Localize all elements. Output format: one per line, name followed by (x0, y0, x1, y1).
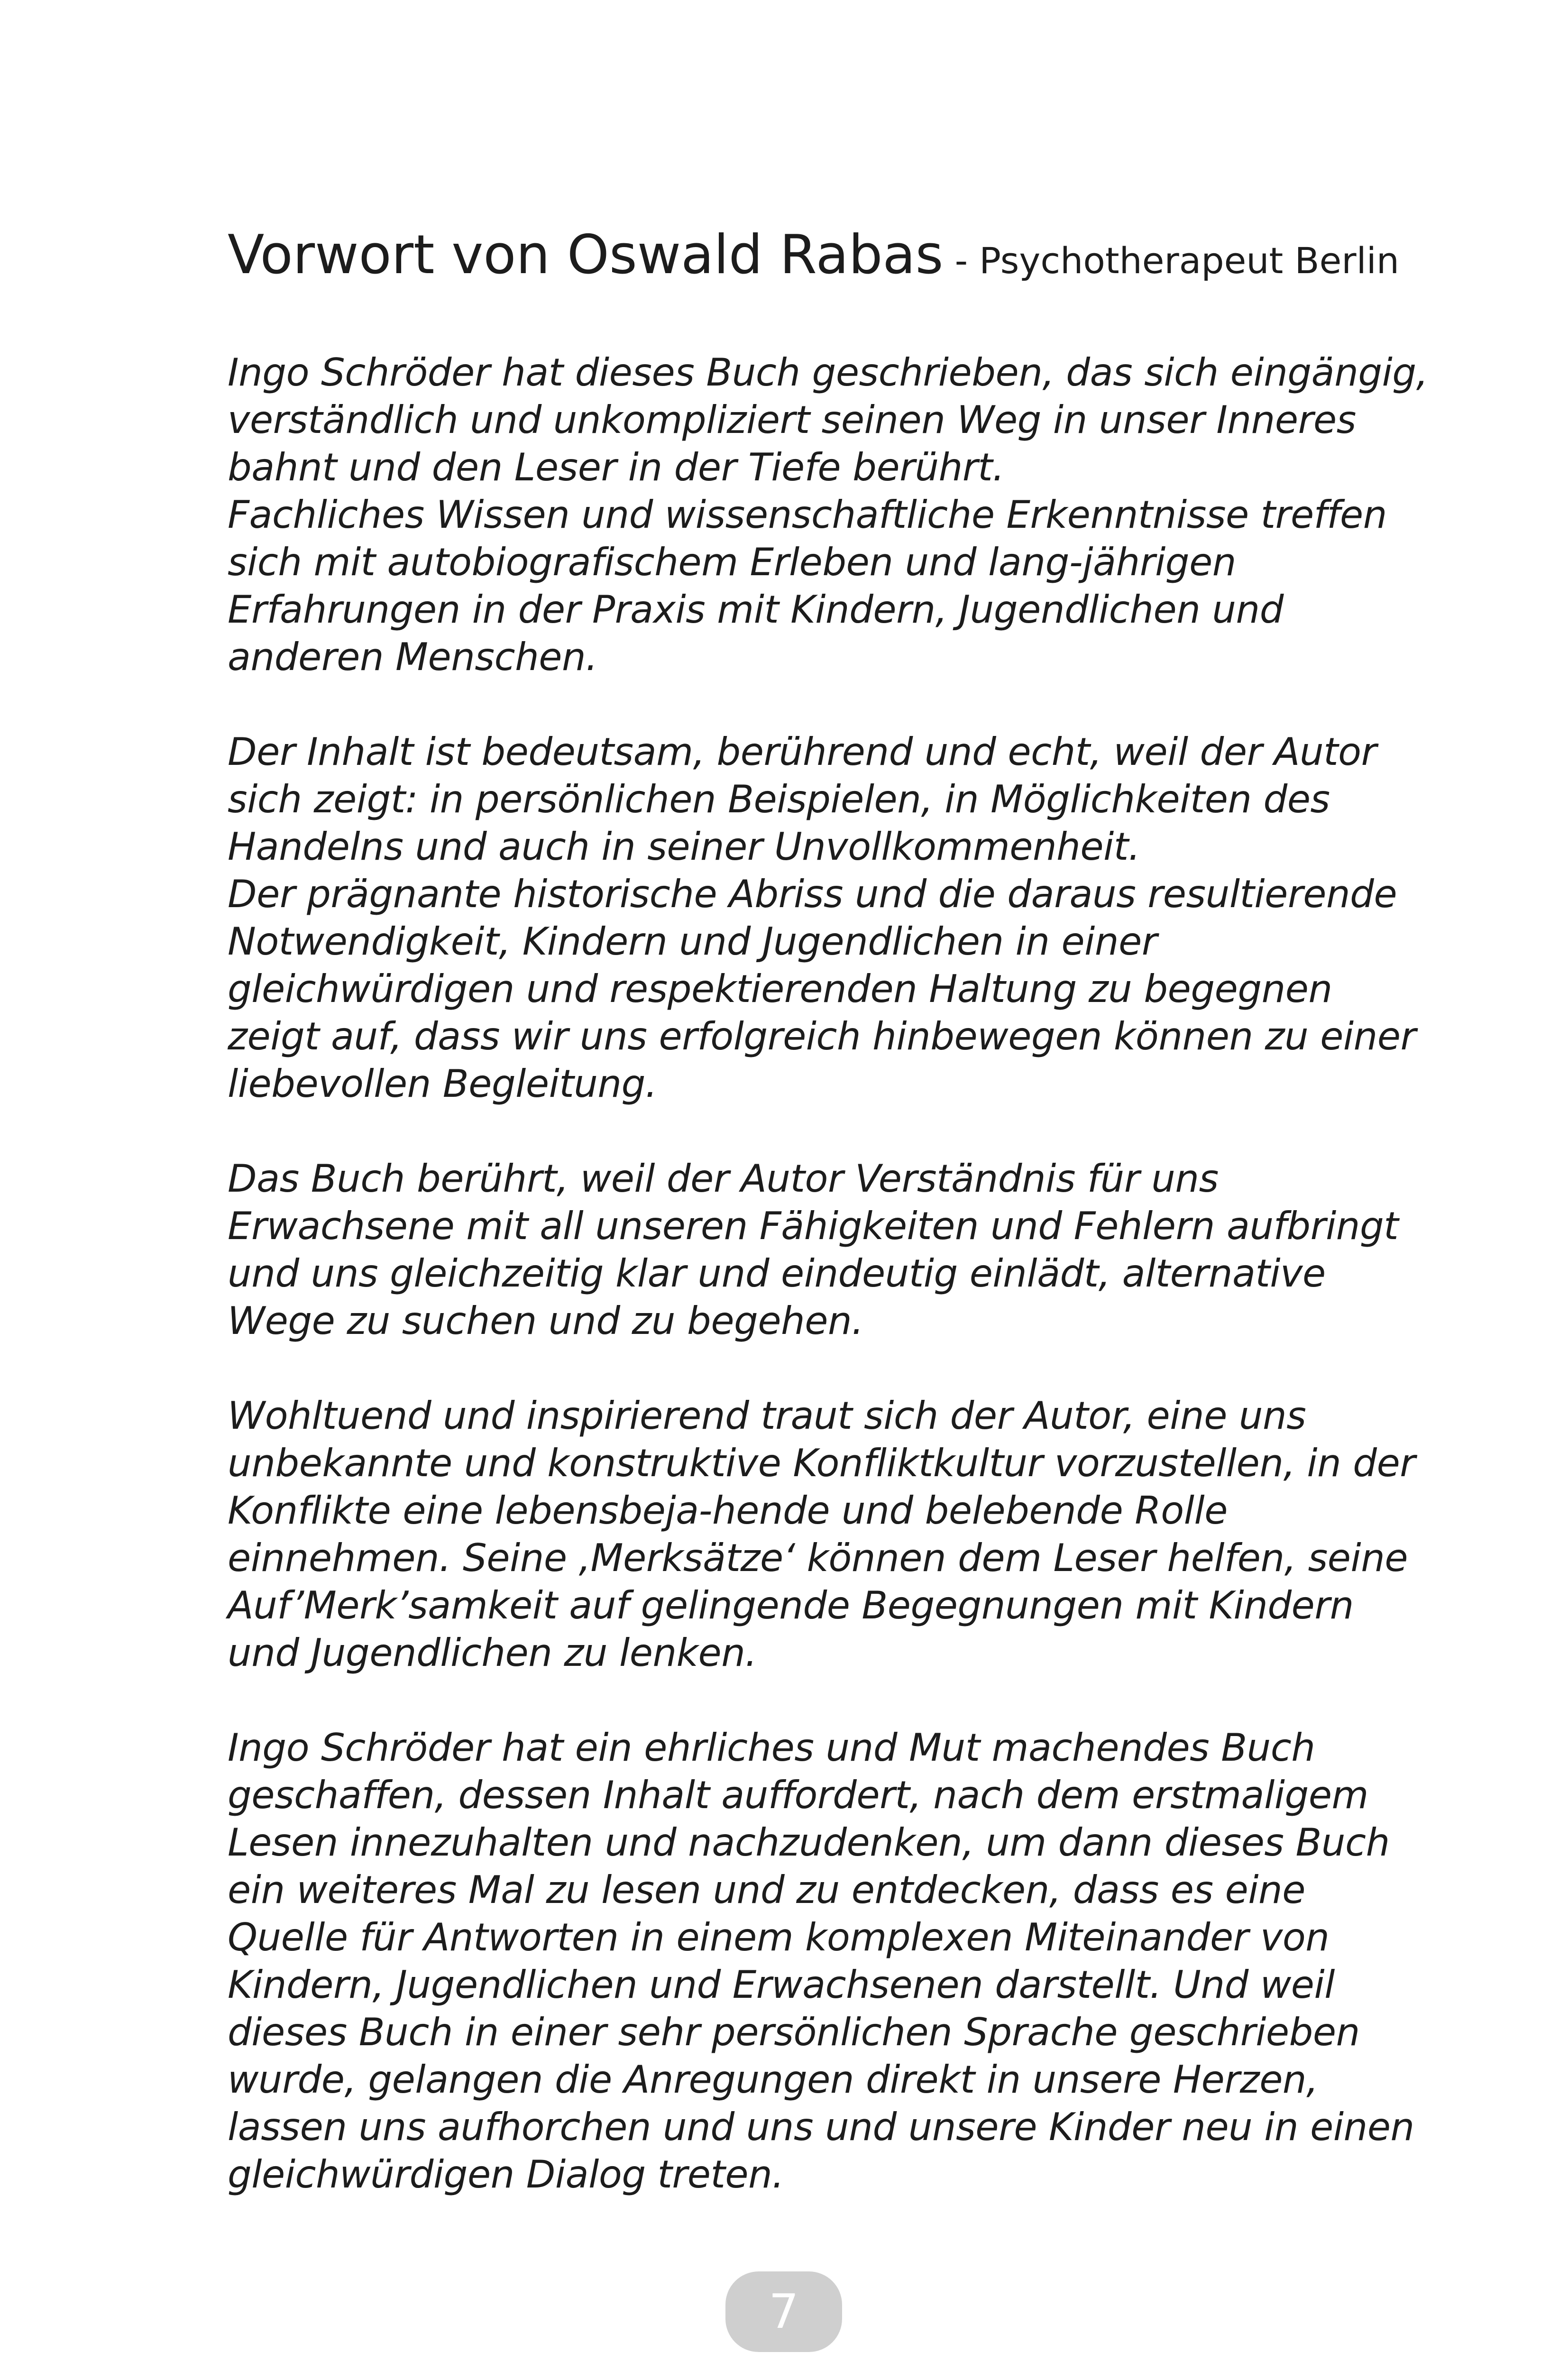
text-line: Notwendigkeit, Kindern und Jugendlichen in einer (228, 919, 1157, 964)
text-line: dieses Buch in einer sehr persönlichen Sprache geschrieben (228, 2010, 1360, 2054)
paragraph (228, 1724, 1414, 2198)
paragraph (228, 349, 1428, 681)
text-line: ein weiteres Mal zu lesen und zu entdecken, dass es eine (228, 1868, 1305, 1912)
text-line: anderen Menschen. (228, 635, 598, 679)
text-line: sich zeigt: in persönlichen Beispielen, in Möglichkeiten des (228, 777, 1330, 821)
text-line: Ingo Schröder hat dieses Buch geschrieben, das sich eingängig, (228, 350, 1428, 395)
heading-title: Vorwort von Oswald Rabas (228, 223, 944, 286)
text-line: lassen uns aufhorchen und uns und unsere Kinder neu in einen (228, 2105, 1414, 2149)
text-line: Wohltuend und inspirierend traut sich der Autor, eine uns (228, 1394, 1306, 1438)
text-line: zeigt auf, dass wir uns erfolgreich hinbewegen können zu einer (228, 1014, 1416, 1058)
text-line: Wege zu suchen und zu begehen. (228, 1299, 864, 1343)
foreword-body (228, 349, 1428, 2246)
paragraph (228, 1392, 1415, 1677)
paragraph (228, 728, 1416, 1108)
text-line: verständlich und unkompliziert seinen Weg in unser Inneres (228, 398, 1356, 442)
text-line: gleichwürdigen Dialog treten. (228, 2152, 784, 2196)
text-line: Konflikte eine lebensbeja-hende und belebende Rolle (228, 1489, 1228, 1533)
text-line: wurde, gelangen die Anregungen direkt in unsere Herzen, (228, 2058, 1319, 2102)
text-line: Quelle für Antworten in einem komplexen Miteinander von (228, 1915, 1330, 1959)
text-line: Auf’Merk’samkeit auf gelingende Begegnungen mit Kindern (228, 1583, 1354, 1627)
text-line: und uns gleichzeitig klar und eindeutig einlädt, alternative (228, 1251, 1326, 1296)
text-line: Kindern, Jugendlichen und Erwachsenen darstellt. Und weil (228, 1963, 1335, 2007)
text-line: Erwachsene mit all unseren Fähigkeiten und Fehlern aufbringt (228, 1204, 1399, 1248)
text-line: und Jugendlichen zu lenken. (228, 1631, 757, 1675)
text-line: Der Inhalt ist bedeutsam, berührend und echt, weil der Autor (228, 730, 1377, 774)
page-number-badge (725, 2271, 842, 2352)
text-line: unbekannte und konstruktive Konfliktkultur vorzustellen, in der (228, 1441, 1415, 1485)
text-line: liebevollen Begleitung. (228, 1062, 657, 1106)
text-line: Der prägnante historische Abriss und die daraus resultierende (228, 872, 1397, 916)
text-line: Erfahrungen in der Praxis mit Kindern, Jugendlichen und (228, 588, 1284, 632)
chapter-heading (228, 223, 1403, 287)
text-line: einnehmen. Seine ‚Merksätze‘ können dem Leser helfen, seine (228, 1536, 1408, 1580)
page-number: 7 (769, 2284, 799, 2339)
text-line: geschaffen, dessen Inhalt auffordert, nach dem erstmaligem (228, 1773, 1368, 1817)
text-line: Handelns und auch in seiner Unvollkommenheit. (228, 825, 1140, 869)
text-line: Das Buch berührt, weil der Autor Verständnis für uns (228, 1157, 1219, 1201)
text-line: sich mit autobiografischem Erleben und lang-jährigen (228, 540, 1237, 584)
heading-subtitle: - Psychotherapeut Berlin (943, 239, 1400, 282)
text-line: Lesen innezuhalten und nachzudenken, um dann dieses Buch (228, 1820, 1390, 1865)
text-line: Ingo Schröder hat ein ehrliches und Mut machendes Buch (228, 1726, 1315, 1770)
paragraph (228, 1155, 1399, 1345)
text-line: Fachliches Wissen und wissenschaftliche Erkenntnisse treffen (228, 493, 1387, 537)
text-line: gleichwürdigen und respektierenden Haltung zu begegnen (228, 967, 1332, 1011)
text-line: bahnt und den Leser in der Tiefe berührt. (228, 445, 1005, 489)
